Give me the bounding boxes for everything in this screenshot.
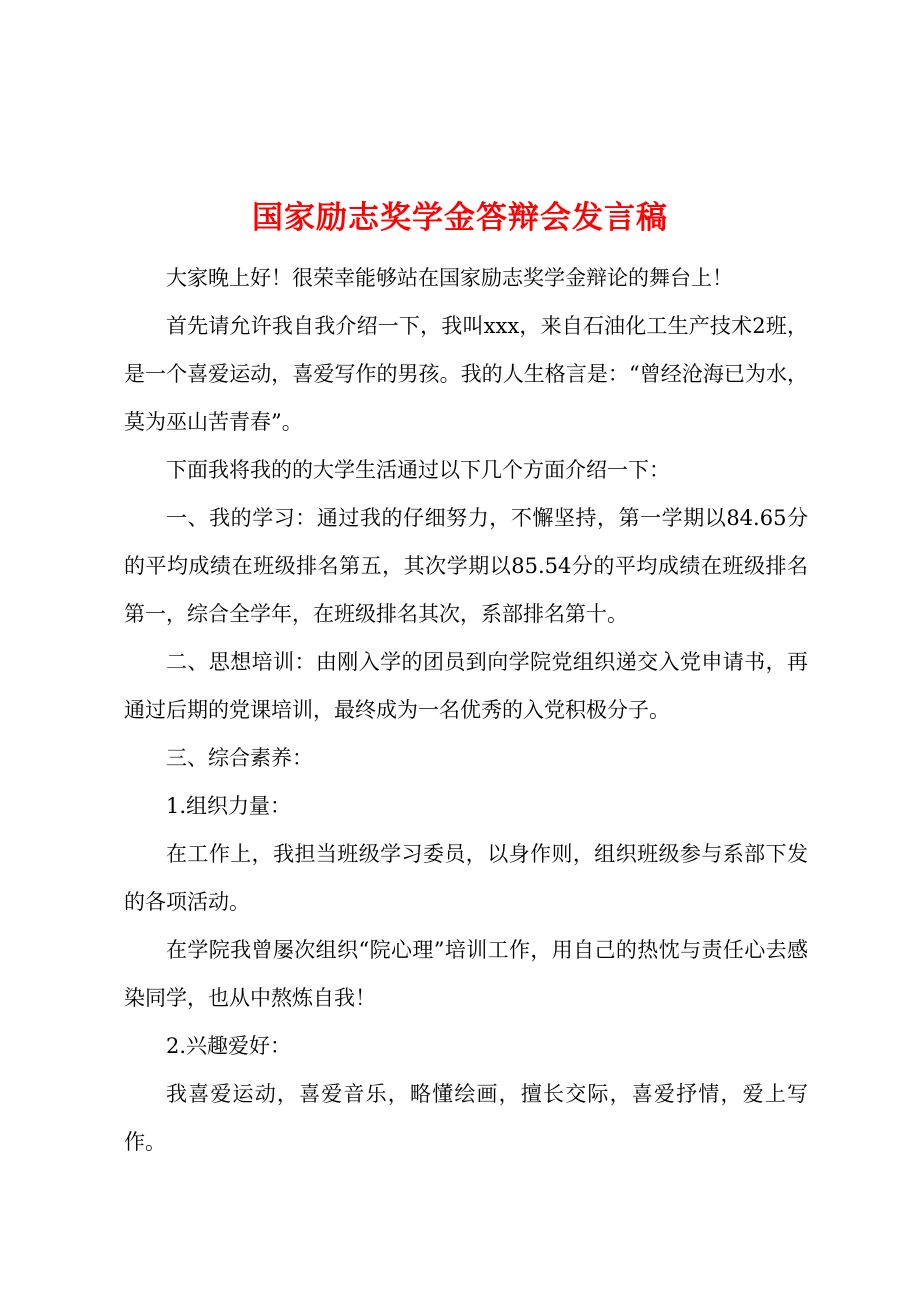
paragraph-overview: 下面我将我的的大学生活通过以下几个方面介绍一下： <box>166 458 670 482</box>
paragraph-work: 在工作上，我担当班级学习委员，以身作则，组织班级参与系部下发的各项活动。 <box>124 842 808 914</box>
paragraph-college: 在学院我曾屡次组织“院心理”培训工作，用自己的热忱与责任心去感染同学，也从中熬炼自我！ <box>124 938 808 1010</box>
paragraph-organization-heading: 1.组织力量： <box>166 794 292 818</box>
paragraph-ideology: 二、思想培训：由刚入学的团员到向学院党组织递交入党申请书，再通过后期的党课培训，最终成为一名优秀的入党积极分子。 <box>124 650 808 722</box>
paragraph-self-introduction: 首先请允许我自我介绍一下，我叫xxx，来自石油化工生产技术2班，是一个喜爱运动，喜爱写作的男孩。我的人生格言是：“曾经沧海已为水，莫为巫山苦青春”。 <box>124 314 808 434</box>
paragraph-hobbies-heading: 2.兴趣爱好： <box>166 1034 292 1058</box>
paragraph-greeting: 大家晚上好！很荣幸能够站在国家励志奖学金辩论的舞台上！ <box>166 266 733 290</box>
document-title: 国家励志奖学金答辩会发言稿 <box>252 200 668 236</box>
paragraph-study: 一、我的学习：通过我的仔细努力，不懈坚持，第一学期以84.65分的平均成绩在班级排名第五，其次学期以85.54分的平均成绩在班级排名第一，综合全学年，在班级排名其次，系部排名第十。 <box>124 506 808 626</box>
paragraph-hobbies: 我喜爱运动，喜爱音乐，略懂绘画，擅长交际，喜爱抒情，爱上写作。 <box>124 1082 808 1154</box>
document-body <box>124 254 808 1166</box>
paragraph-quality-heading: 三、综合素养： <box>166 746 313 770</box>
